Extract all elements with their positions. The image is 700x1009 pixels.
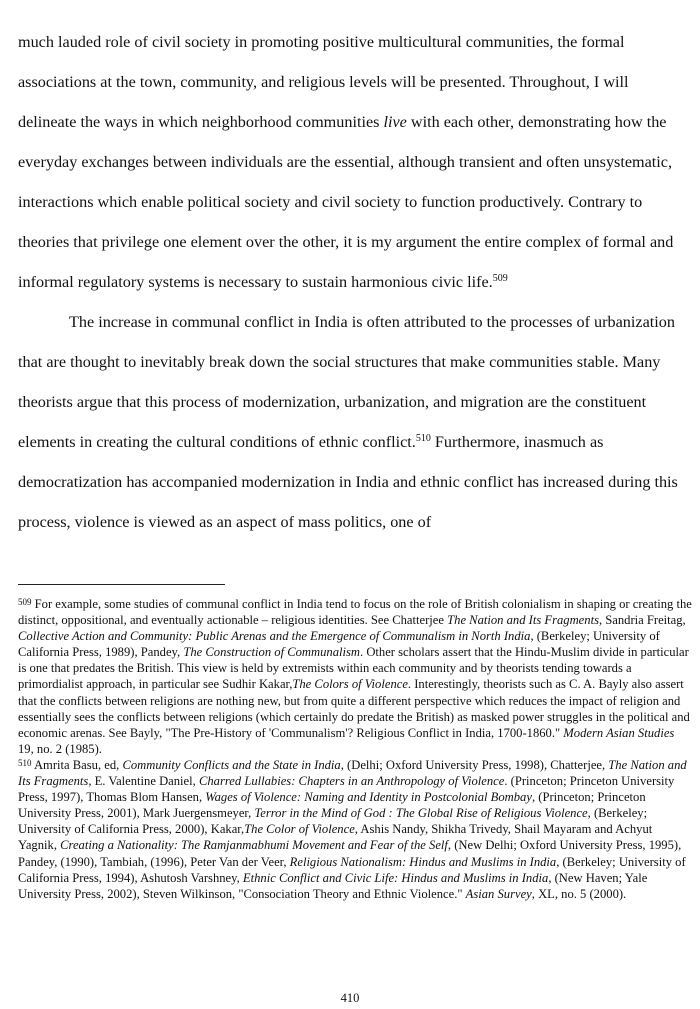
text-run: , E. Valentine Daniel, (88, 774, 199, 789)
italic-text: The Nation and Its Fragments (447, 613, 599, 628)
main-text (18, 22, 690, 542)
text-run: , (Berkeley; University of California Press, 1994), Ashutosh Varshney, (18, 854, 686, 885)
footnote (18, 757, 692, 902)
text-run: , (Delhi; Oxford University Press, 1998), Chatterjee, (340, 757, 609, 772)
footnote (18, 596, 692, 757)
text-run: For example, some studies of communal conflict in India tend to focus on the role of British colonialism in shaping or creating the distinct, oppositional, and eventually actionable – religious identities. See Chatterjee (18, 597, 692, 628)
text-run: , Sandria Freitag, (598, 613, 686, 628)
text-run: The increase in communal conflict in India is often attributed to the processes of urbanization that are thought to inevitably break down the social structures that make communities stable. Many theorists argue that this process of modernization, urbanization, and migration are the constituent elements in creating the cultural conditions of ethnic conflict. (18, 313, 675, 451)
paragraph (18, 22, 690, 302)
text-run: much lauded role of civil society in promoting positive multicultural communities, the formal associations at the town, community, and religious levels will be presented. Throughout, I will delineate the ways in which neighborhood communities (18, 33, 629, 131)
italic-text: Modern Asian Studies (563, 725, 675, 740)
text-run: , Ashis Nandy, Shikha Trivedy, Shail Mayaram and Achyut Yagnik, (18, 822, 653, 853)
footnote-reference: 510 (415, 433, 431, 444)
footnote-separator (18, 584, 225, 585)
text-run: . Interestingly, theorists such as C. A. Bayly also assert that the conflicts between religions are nothing new, but from quite a different perspective which reduces the impact of religion and essentially sees the conflicts between religions (which certainly do predate the British) as masked power struggles in the political and economic arenas. See Bayly, "The Pre-History of 'Communalism'? Religious Conflict in India, 1700-1860." (18, 677, 690, 740)
text-run: 19, no. 2 (1985). (18, 741, 102, 756)
italic-text: Asian Survey (465, 886, 532, 901)
footnote-number: 509 (18, 597, 32, 607)
italic-text: Creating a Nationality: The Ramjanmabhumi Movement and Fear of the Self (60, 838, 448, 853)
italic-text: Community Conflicts and the State in India (122, 757, 341, 772)
italic-text: Collective Action and Community: Public Arenas and the Emergence of Communalism in North India (18, 629, 531, 644)
text-run: . (Princeton; Princeton University Press, 1997), Thomas Blom Hansen, (18, 774, 675, 805)
page-number: 410 (340, 991, 360, 1005)
text-run: , (Princeton; Princeton University Press, 2001), Mark Juergensmeyer, (18, 790, 646, 821)
text-run: , XL, no. 5 (2000). (531, 886, 627, 901)
italic-text: Religious Nationalism: Hindus and Muslims in India (289, 854, 557, 869)
italic-text: live (383, 113, 407, 131)
text-run: , (New Delhi; Oxford University Press, 1995), Pandey, (1990), Tambiah, (1996), Peter Van der Veer, (18, 838, 682, 869)
italic-text: Wages of Violence: Naming and Identity in Postcolonial Bombay (205, 790, 532, 805)
italic-text: The Construction of Communalism (183, 645, 361, 660)
italic-text: The Nation and Its Fragments (18, 757, 687, 789)
text-run: , (New Haven; Yale University Press, 2002), Steven Wilkinson, "Consociation Theory and Ethnic Violence." (18, 870, 648, 901)
text-run: with each other, demonstrating how the everyday exchanges between individuals are the essential, although transient and often unsystematic, interactions which enable political society and civil society to function productively. Contrary to theories that privilege one element over the other, it is my argument the entire complex of formal and informal regulatory systems is necessary to sustain harmonious civic life. (18, 113, 674, 291)
paragraph (18, 302, 690, 542)
italic-text: The Colors of Violence (292, 677, 408, 692)
text-run: Furthermore, inasmuch as democratization has accompanied modernization in India and ethnic conflict has increased during this process, violence is viewed as an aspect of mass politics, one of (18, 433, 678, 531)
text-run: . Other scholars assert that the Hindu-Muslim divide in particular is one that predates the British. This view is held by extremists within each community and by theorists tending towards a primordialist approach, in particular see Sudhir Kakar, (18, 645, 689, 692)
footnotes (18, 596, 692, 902)
text-run: , (Berkeley; University of California Press, 1989), Pandey, (18, 629, 660, 660)
italic-text: The Color of Violence (244, 822, 355, 837)
italic-text: Charred Lullabies: Chapters in an Anthropology of Violence (198, 774, 505, 789)
italic-text: Ethnic Conflict and Civic Life: Hindus and Muslims in India (242, 870, 549, 885)
footnote-number: 510 (18, 757, 32, 768)
italic-text: Terror in the Mind of God : The Global Rise of Religious Violence (254, 806, 588, 821)
text-run: , (Berkeley; University of California Press, 2000), Kakar, (18, 806, 648, 837)
footnote-reference: 509 (492, 273, 508, 284)
text-run: Amrita Basu, ed, (31, 757, 123, 772)
